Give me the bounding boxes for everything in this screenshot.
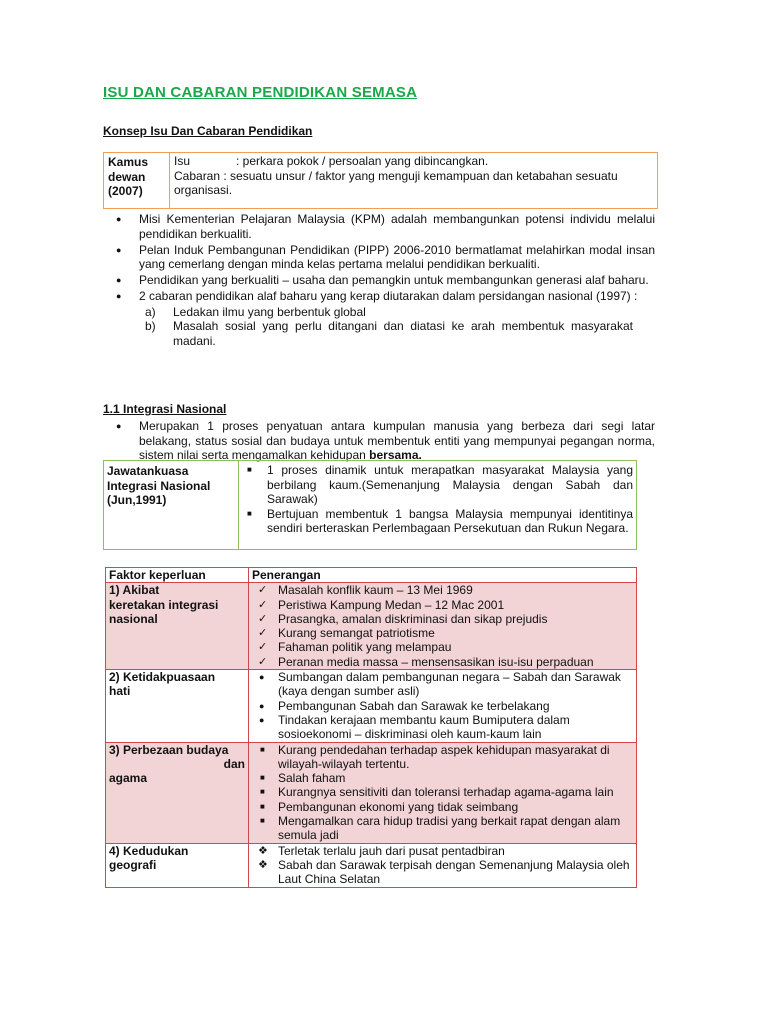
square-bullet-icon: ■ <box>260 744 265 754</box>
jawatankuasa-table <box>103 460 637 550</box>
table-row <box>106 843 637 887</box>
checkmark-list <box>252 583 633 669</box>
definition-term: Cabaran : <box>174 168 227 183</box>
list-item <box>252 655 633 669</box>
challenge-list <box>139 305 655 349</box>
list-item <box>252 670 633 699</box>
bullet-icon: ● <box>259 672 265 683</box>
challenge-item <box>139 305 655 320</box>
list-item-bold-text: bersama. <box>369 448 422 462</box>
bullet-icon: ● <box>116 291 122 301</box>
list-item <box>252 699 633 713</box>
list-item <box>252 743 633 772</box>
challenge-label: b) <box>145 319 156 333</box>
factor-label-cell <box>106 583 249 670</box>
factor-label-cell <box>106 670 249 742</box>
checkmark-icon: ✓ <box>258 655 268 668</box>
list-item-text: Tindakan kerajaan membantu kaum Bumiputera dalam sosioekonomi – diskriminasi oleh kaum-kaum lain <box>278 712 570 742</box>
jawatankuasa-label-line: (Jun,1991) <box>107 493 167 507</box>
list-item <box>103 419 655 463</box>
list-item <box>245 463 633 507</box>
list-item-text: Masalah konflik kaum – 13 Mei 1969 <box>278 583 473 598</box>
bullet-icon: ● <box>116 244 122 255</box>
jawatankuasa-label-line: Integrasi Nasional <box>107 478 211 493</box>
factor-label-cell <box>106 742 249 843</box>
checkmark-icon: ✓ <box>258 584 268 597</box>
kamus-source-line: (2007) <box>108 184 143 198</box>
list-item <box>103 273 655 288</box>
list-item-text: Mengamalkan cara hidup tradisi yang berkait rapat dengan alam semula jadi <box>278 814 621 843</box>
jawatankuasa-point-list <box>245 463 633 536</box>
list-item-text: Kurang semangat patriotisme <box>278 626 435 641</box>
factor-label-line: 2) Ketidakpuasaan <box>109 670 216 685</box>
square-list <box>252 743 633 843</box>
list-item-text: Bertujuan membentuk 1 bangsa Malaysia mempunyai identitinya sendiri berteraskan Perlembagaan Persekutuan dan Rukun Negara. <box>267 506 633 535</box>
list-item <box>245 507 633 536</box>
list-item-text: Salah faham <box>278 771 346 786</box>
factor-detail-cell <box>249 843 637 887</box>
section-heading-integrasi: 1.1 Integrasi Nasional <box>103 402 227 416</box>
faktor-keperluan-table <box>105 567 637 888</box>
list-item <box>252 640 633 654</box>
factor-label-line: dan <box>223 756 245 771</box>
kamus-source-cell <box>104 153 170 208</box>
challenge-text: Ledakan ilmu yang berbentuk global <box>173 304 366 319</box>
diamond-bullet-icon: ❖ <box>258 858 268 871</box>
dot-list <box>252 670 633 741</box>
factor-label-cell <box>106 843 249 887</box>
square-bullet-icon: ■ <box>260 816 265 826</box>
challenge-item <box>139 319 655 348</box>
list-item <box>252 800 633 814</box>
list-item <box>252 858 633 887</box>
list-item <box>252 785 633 799</box>
bullet-icon: ● <box>116 275 122 285</box>
list-item-text: Pembangunan ekonomi yang tidak seimbang <box>278 799 519 814</box>
jawatankuasa-label-line: Jawatankuasa <box>107 464 189 478</box>
column-header: Penerangan <box>249 568 637 583</box>
square-bullet-icon: ■ <box>260 773 265 783</box>
checkmark-icon: ✓ <box>258 598 268 611</box>
definition-text: : perkara pokok / persoalan yang dibincangkan. <box>236 154 489 168</box>
factor-detail-cell <box>249 670 637 742</box>
list-item-text: Kurangnya sensitiviti dan toleransi terhadap agama-agama lain <box>278 785 614 800</box>
factor-label-line: 1) Akibat <box>109 583 160 598</box>
factor-detail-cell <box>249 583 637 670</box>
square-bullet-icon: ■ <box>247 465 252 474</box>
definition-text: sesuatu unsur / faktor yang menguji kemampuan dan ketabahan sesuatu organisasi. <box>174 168 618 197</box>
list-item-text: Sumbangan dalam pembangunan negara – Sabah dan Sarawak (kaya dengan sumber asli) <box>278 670 621 699</box>
integrasi-bullet-list <box>103 419 655 464</box>
list-item <box>252 814 633 843</box>
list-item <box>252 771 633 785</box>
challenge-label: a) <box>145 304 156 319</box>
checkmark-icon: ✓ <box>258 627 268 640</box>
factor-label-line: 4) Kedudukan <box>109 843 189 858</box>
bullet-icon: ● <box>116 421 122 431</box>
list-item-text: Merupakan 1 proses penyatuan antara kumpulan manusia yang berbeza dari segi latar belakang, status sosial dan budaya untuk membentuk entiti yang mempunyai pegangan norma, sistem nilai serta mengamalkan kehidupan <box>139 419 655 462</box>
list-item-text: Fahaman politik yang melampau <box>278 640 452 655</box>
square-bullet-icon: ■ <box>247 508 252 518</box>
list-item-text: Sabah dan Sarawak terpisah dengan Semenanjung Malaysia oleh Laut China Selatan <box>278 857 630 887</box>
square-bullet-icon: ■ <box>260 801 265 811</box>
list-item-text: Pelan Induk Pembangunan Pendidikan (PIPP) 2006-2010 bermatlamat melahirkan modal insan yang cemerlang dengan minda kelas pertama melalui pendidikan berkualiti. <box>139 242 655 271</box>
list-item <box>252 583 633 597</box>
bullet-icon: ● <box>116 214 122 224</box>
kamus-definitions-cell <box>170 153 657 208</box>
list-item-text: Misi Kementerian Pelajaran Malaysia (KPM) adalah membangunkan potensi individu melalui pendidikan berkualiti. <box>139 212 655 241</box>
page-title: ISU DAN CABARAN PENDIDIKAN SEMASA <box>103 84 418 101</box>
list-item <box>252 626 633 640</box>
diamond-bullet-icon: ❖ <box>258 844 268 857</box>
square-bullet-icon: ■ <box>260 787 265 797</box>
list-item-text: Peranan media massa – mensensasikan isu-isu perpaduan <box>278 654 594 669</box>
list-item-text: Kurang pendedahan terhadap aspek kehidupan masyarakat di wilayah-wilayah tertentu. <box>278 742 610 771</box>
jawatankuasa-label-cell <box>104 461 239 549</box>
list-item-text: Prasangka, amalan diskriminasi dan sikap prejudis <box>278 611 548 626</box>
kamus-source-line: dewan <box>108 169 146 184</box>
list-item-text: 2 cabaran pendidikan alaf baharu yang kerap diutarakan dalam persidangan nasional (1997) : <box>139 289 638 303</box>
definition-term: Isu <box>174 154 191 168</box>
list-item <box>103 289 655 348</box>
table-row <box>106 670 637 742</box>
list-item-text: Pembangunan Sabah dan Sarawak ke terbelakang <box>278 698 550 713</box>
list-item-text: Terletak terlalu jauh dari pusat pentadbiran <box>278 843 505 858</box>
factor-detail-cell <box>249 742 637 843</box>
kamus-definition-table <box>103 152 658 209</box>
list-item-text: Pendidikan yang berkualiti – usaha dan pemangkin untuk membangunkan generasi alaf baharu. <box>139 273 649 287</box>
list-item <box>103 212 655 241</box>
table-row <box>106 583 637 670</box>
challenge-text: Masalah sosial yang perlu ditangani dan diatasi ke arah membentuk masyarakat madani. <box>173 319 633 348</box>
factor-label-line: 3) Perbezaan budaya <box>109 742 229 757</box>
factor-label-line: keretakan integrasi <box>109 597 219 612</box>
list-item-text: 1 proses dinamik untuk merapatkan masyarakat Malaysia yang berbilang kaum.(Semenanjung Malaysia dengan Sabah dan Sarawak) <box>267 463 633 506</box>
checkmark-icon: ✓ <box>258 641 268 654</box>
definition-isu <box>174 154 653 169</box>
factor-label-line: agama <box>109 771 148 786</box>
factor-label-line: nasional <box>109 611 158 626</box>
kamus-source-line: Kamus <box>108 155 149 169</box>
list-item <box>103 243 655 272</box>
section-heading-konsep: Konsep Isu Dan Cabaran Pendidikan <box>103 124 313 138</box>
factor-label-line: hati <box>109 684 131 699</box>
list-item <box>252 612 633 626</box>
diamond-list <box>252 844 633 887</box>
factor-label-line: geografi <box>109 857 157 872</box>
list-item-text: Peristiwa Kampung Medan – 12 Mac 2001 <box>278 597 505 612</box>
checkmark-icon: ✓ <box>258 612 268 625</box>
bullet-icon: ● <box>259 700 265 711</box>
definition-cabaran <box>174 169 653 198</box>
column-header: Faktor keperluan <box>106 568 249 583</box>
list-item <box>252 713 633 742</box>
list-item <box>252 844 633 858</box>
table-header-row <box>106 568 637 583</box>
bullet-icon: ● <box>259 714 265 725</box>
intro-bullet-list <box>103 212 655 350</box>
jawatankuasa-points-cell <box>239 461 636 549</box>
list-item <box>252 598 633 612</box>
table-row <box>106 742 637 843</box>
